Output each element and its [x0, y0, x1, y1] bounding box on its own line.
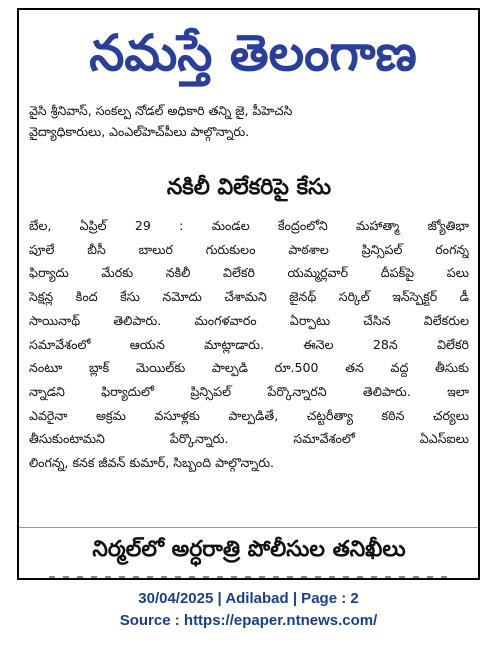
text-line: బేల, ఏప్రిల్ 29 : మండల కేంద్రంలోని మహాత్మా జ్యోతిభా: [29, 218, 469, 233]
text-line: నంటూ బ్లాక్ మెయిల్‌కు పాల్పడి రూ.500 తన వద్ద తీసుకు: [29, 360, 469, 376]
text-line: లింగన్న, కనక జీవన్ కుమార్, సిబ్బంది పాల్గొన్నారు.: [29, 455, 275, 471]
article-body: [29, 214, 469, 475]
source-footer: [0, 588, 497, 632]
article-headline: నకిలీ విలేకరిపై కేసు: [166, 175, 332, 200]
cut-off-text-line: [49, 576, 449, 580]
text-line: పూలే బీసీ బాలుర గురుకులం పాఠశాల ప్రిన్సిపల్ రంగన్న: [29, 241, 469, 257]
text-line: వైద్యాధికారులు, ఎంఎల్‌హెచ్‌పీలు పాల్గొన్నారు.: [29, 124, 250, 139]
text-line: సెక్షన్ల కింద కేసు నమోదు చేశామని జైనథ్ సర్కిల్ ఇన్‌స్పెక్టర్ డీ: [29, 289, 469, 305]
text-line: సమావేశంలో ఆయన మాట్లాడారు. ఈనెల 28న విలేకరి: [29, 336, 469, 352]
text-line: ఫిర్యాదు మేరకు నకిలీ విలేకరి యమ్మర్లవార్ దీపక్‌పై పలు: [29, 265, 469, 281]
text-line: న్నాడని ఫిర్యాదులో ప్రిన్సిపల్ పేర్కొన్నారని తెలిపారు. ఇలా: [29, 383, 469, 399]
next-article-headline: నిర్మల్‌లో అర్ధరాత్రి పోలీసుల తనిఖీలు: [92, 537, 406, 562]
footer-source: Source : https://epaper.ntnews.com/: [119, 612, 378, 629]
news-clipping: [17, 8, 480, 580]
previous-article-tail: [29, 100, 469, 142]
divider: [19, 527, 478, 528]
text-line: వైసి శ్రీనివాస్, సంకల్ప నోడల్ అధికారి తన్ని జై, పీహెచసి: [29, 103, 293, 118]
masthead: [43, 16, 463, 90]
footer-date-edition: 30/04/2025 | Adilabad | Page : 2: [138, 590, 359, 607]
text-line: సాయినాథ్ తెలిపారు. మంగళవారం ఏర్పాటు చేసిన విలేకరుల: [29, 312, 469, 328]
text-line: తీసుకుంటామని పేర్కొన్నారు. సమావేశంలో ఏఎస్ఐలు: [29, 431, 469, 447]
text-line: ఎవరైనా అక్రమ వసూళ్లకు పాల్పడితే, చట్టరీత్యా కఠిన చర్యలు: [29, 407, 469, 423]
masthead-title: నమస్తే తెలంగాణ: [89, 24, 417, 82]
